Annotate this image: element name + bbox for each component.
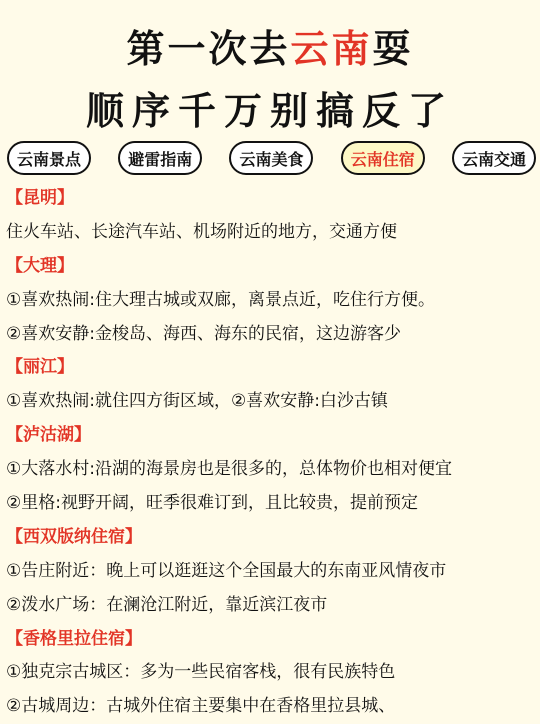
section-heading-lijiang: 【丽江】: [6, 357, 74, 378]
shangri-la-tip-2: ②古城周边：古城外住宿主要集中在香格里拉县城、: [6, 696, 396, 717]
title-text-a: 第一次去: [126, 26, 291, 71]
section-heading-xishuangbanna: 【西双版纳住宿】: [6, 526, 142, 547]
xishuangbanna-tip-2: ②泼水广场：在澜沧江附近，靠近滨江夜市: [6, 594, 328, 615]
tab-pitfall-guide[interactable]: 避雷指南: [118, 141, 202, 175]
shangri-la-tip-1: ①独克宗古城区：多为一些民宿客栈，很有民族特色: [6, 662, 396, 683]
title-text-c: 耍: [372, 26, 414, 71]
section-heading-kunming: 【昆明】: [6, 188, 74, 208]
page-title-line-1: [0, 18, 540, 73]
page-title-line-2: 顺序千万别搞反了: [85, 88, 454, 133]
section-heading-shangri-la: 【香格里拉住宿】: [6, 628, 142, 649]
tab-transport[interactable]: 云南交通: [452, 141, 536, 175]
lugu-lake-tip-2: ②里格:视野开阔，旺季很难订到，且比较贵，提前预定: [6, 493, 418, 514]
title-highlight: 云南: [290, 26, 373, 71]
lugu-lake-tip-1: ①大落水村:沿湖的海景房也是很多的，总体物价也相对便宜: [6, 459, 452, 480]
category-tabs: [7, 141, 536, 175]
dali-tip-1: ①喜欢热闹:住大理古城或双廊，离景点近，吃住行方便。: [6, 289, 435, 310]
kunming-tip: 住火车站、长途汽车站、机场附近的地方，交通方便: [6, 221, 397, 242]
xishuangbanna-tip-1: ①告庄附近：晚上可以逛逛这个全国最大的东南亚风情夜市: [6, 560, 447, 581]
lijiang-tip: ①喜欢热闹:就住四方街区域，②喜欢安静:白沙古镇: [6, 391, 388, 412]
dali-tip-2: ②喜欢安静:金梭岛、海西、海东的民宿，这边游客少: [6, 323, 401, 344]
tab-food[interactable]: 云南美食: [229, 141, 313, 175]
section-heading-dali: 【大理】: [6, 255, 74, 276]
section-heading-lugu-lake: 【泸沽湖】: [6, 425, 91, 446]
tab-scenic-spots[interactable]: 云南景点: [7, 141, 91, 175]
tab-accommodation[interactable]: 云南住宿: [341, 141, 425, 175]
accommodation-guide: [6, 182, 538, 724]
